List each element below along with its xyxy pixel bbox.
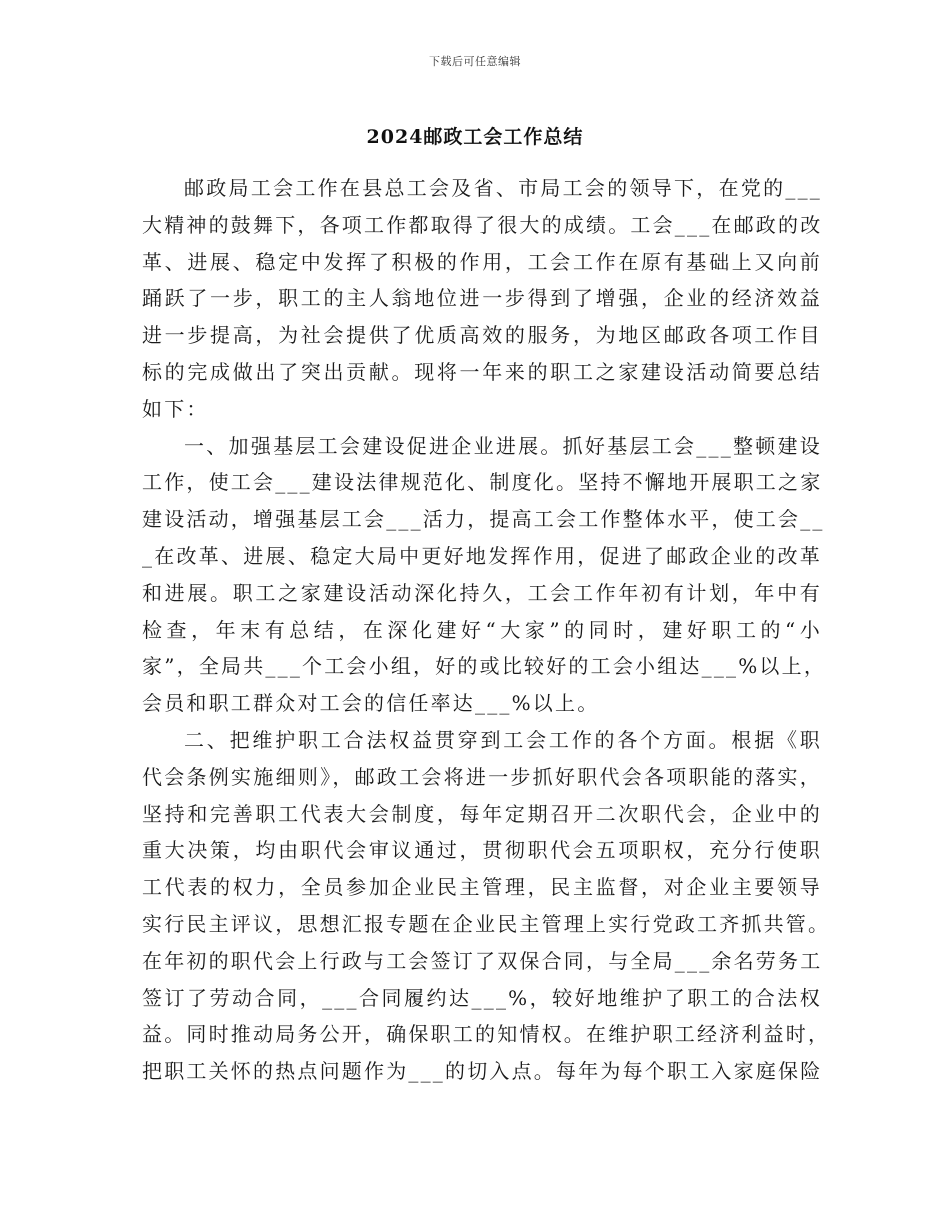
text-line: 益。同时推动局务公开，确保职工的知情权。在维护职工经济利益时， — [142, 1022, 831, 1047]
text-line: 一、加强基层工会建设促进企业进展。抓好基层工会___整顿建设 — [184, 433, 822, 458]
text-line: 和进展。职工之家建设活动深化持久，工会工作年初有计划，年中有 — [142, 580, 822, 605]
text-line: 标的完成做出了突出贡献。现将一年来的职工之家建设活动简要总结 — [142, 359, 822, 384]
text-line: 踊跃了一步，职工的主人翁地位进一步得到了增强，企业的经济效益 — [142, 286, 822, 311]
text-line: 把职工关怀的热点问题作为___的切入点。每年为每个职工入家庭保险 — [142, 1059, 823, 1084]
text-line: 工作，使工会___建设法律规范化、制度化。坚持不懈地开展职工之家 — [142, 470, 823, 495]
text-line: 进一步提高，为社会提供了优质高效的服务，为地区邮政各项工作目 — [142, 323, 822, 348]
text-line: 二、把维护职工合法权益贯穿到工会工作的各个方面。根据《职 — [184, 727, 822, 752]
text-line: 在年初的职代会上行政与工会签订了双保合同，与全局___余名劳务工 — [142, 948, 823, 973]
text-line: 家”，全局共___个工会小组，好的或比较好的工会小组达___%以上， — [142, 654, 827, 679]
text-line: 邮政局工会工作在县总工会及省、市局工会的领导下，在党的___ — [184, 176, 822, 200]
text-line: 工代表的权力，全员参加企业民主管理，民主监督，对企业主要领导 — [142, 875, 822, 900]
text-line: 代会条例实施细则》，邮政工会将进一步抓好职代会各项职能的落实， — [142, 764, 822, 789]
text-line: 坚持和完善职工代表大会制度，每年定期召开二次职代会，企业中的 — [142, 801, 822, 826]
text-line: 检查，年末有总结，在深化建好“大家”的同时，建好职工的“小 — [142, 617, 822, 642]
text-line: 重大决策，均由职代会审议通过，贯彻职代会五项职权，充分行使职 — [142, 838, 822, 863]
paragraph-intro — [142, 170, 822, 428]
text-line: 大精神的鼓舞下，各项工作都取得了很大的成绩。工会___在邮政的改 — [142, 212, 823, 237]
text-line: 革、进展、稳定中发挥了积极的作用，工会工作在原有基础上又向前 — [142, 249, 822, 274]
text-line: 如下： — [142, 396, 209, 421]
text-line: 建设活动，增强基层工会___活力，提高工会工作整体水平，使工会__ — [142, 507, 825, 532]
text-line: 会员和职工群众对工会的信任率达___%以上。 — [142, 691, 600, 716]
paragraph-section-one — [142, 428, 827, 722]
text-line: 实行民主评议，思想汇报专题在企业民主管理上实行党政工齐抓共管。 — [142, 911, 831, 936]
document-title: 2024邮政工会工作总结 — [366, 126, 584, 148]
document-body — [142, 170, 831, 1090]
text-line: 签订了劳动合同，___合同履约达___%，较好地维护了职工的合法权 — [142, 985, 822, 1010]
paragraph-section-two — [142, 722, 831, 1090]
text-line: _在改革、进展、稳定大局中更好地发挥作用，促进了邮政企业的改革 — [142, 543, 822, 568]
page-header-note: 下载后可任意编辑 — [429, 55, 521, 68]
